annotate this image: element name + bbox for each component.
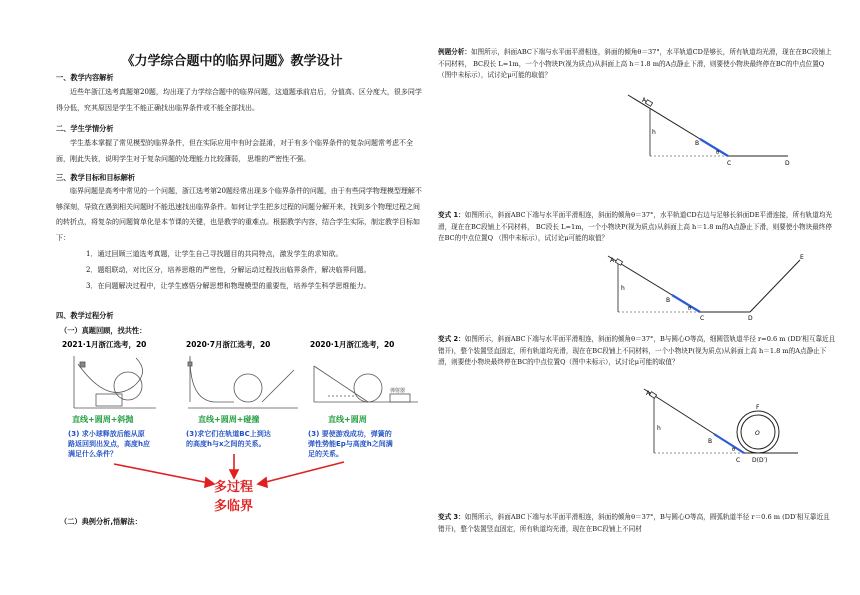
- angle-label: θ: [732, 447, 736, 453]
- variant2-figure: [438, 385, 838, 473]
- variant3-label: 变式 3：: [438, 513, 465, 521]
- point-label: A: [610, 257, 615, 264]
- conclusion-line2: 多临界: [214, 499, 254, 514]
- section-text: 学生基本掌握了常见模型的临界条件，但在实际应用中有时会混淆，对于有多个临界条件的复杂问题常考虑不全面，刚此失彼，说明学生对于复杂问题的处理能力比较薄弱， 思维的严密性不强。: [56, 139, 413, 163]
- exam-caption: 直线+圆周+斜抛: [72, 415, 134, 424]
- point-label: A: [642, 97, 647, 104]
- section-heading: 一、教学内容解析: [56, 73, 114, 82]
- example-figure: [438, 92, 838, 167]
- variant1-text: 如图所示，斜面ABC下端与水平面平滑相连，斜面的倾角θ＝37°，水平轨道CD右边与足够长斜面DE平滑连接，所有轨道均光滑，现在在BC段铺上不同材料， BC段长 L=1m，一个小物块P(视为质点)从斜面上高 h＝1.8 m的A点静止下滑，则要使小物块最终停在BC的中点位置Q （图中未标示），试讨论μ可能的取值？: [438, 211, 833, 242]
- exam-caption: 直线+圆周: [328, 415, 367, 424]
- exam-label: 2021·1月浙江选考，20: [62, 340, 147, 349]
- point-label: F: [756, 404, 760, 411]
- point-label: D(D′): [752, 457, 768, 464]
- variant1-label: 变式 1：: [438, 211, 465, 219]
- point-label: C: [700, 315, 705, 322]
- variant2-label: 变式 2：: [438, 335, 465, 343]
- exam1-diagram: [74, 356, 156, 408]
- variant1-figure: [438, 252, 838, 322]
- point-label: C: [736, 457, 741, 464]
- point-label: B: [708, 438, 713, 445]
- section-heading: 三、教学目标和目标解析: [56, 173, 136, 182]
- section-heading: 二、学生学情分析: [56, 124, 114, 133]
- exam-question: (3) 要使游戏成功，弹簧的弹性势能Ep与高度h之间满足的关系。: [308, 430, 393, 458]
- launcher-label: 弹射器: [390, 388, 406, 394]
- goal-item: 1．通过回顾三道选考真题，让学生自己寻找题目的共同特点，激发学生的求知欲。: [86, 250, 343, 258]
- section-text: 近些年浙江选考真题第20题，均出现了力学综合题中的临界问题，这道题承前启后，分值高、区分度大，很多同学得分低，究其原因是学生不能正确找出临界条件或不能全部找出。: [56, 88, 422, 112]
- example-label: 例题分析：: [438, 48, 471, 56]
- variant3-text: 如图所示，斜面ABC下端与水平面平滑相连，斜面的倾角θ＝37°，B与圆心O等高，圆弧轨道半径 r＝0.6 m (DD′相互靠近且错开)，整个装置竖直固定，所有轨道均光滑，现在在BC段铺上不同材: [438, 513, 830, 533]
- exam-label: 2020·1月浙江选考，20: [310, 340, 395, 349]
- variant2-text: 如图所示，斜面ABC下端与水平面平滑相连，斜面的倾角θ＝37°，B与圆心O等高，细圆管轨道半径 r=0.6 m (DD′相互靠近且错开)，整个装置竖直固定，所有轨道均光滑，现在在BC段铺上不同材料，一个小物块P(视为质点)从斜面上高 h＝1.8 m的A点静止下滑，则要使小物块最终停在BC的中点位置Q（图中未标示），试讨论μ可能的取值？: [438, 335, 836, 366]
- conclusion-line1: 多过程: [214, 480, 254, 495]
- exam-label: 2020·7月浙江选考，20: [186, 340, 271, 349]
- exam-question: (3)求它们在轨道BC上到达的高度h与x之间的关系。: [186, 430, 271, 448]
- subsection-heading: （二）典例分析,悟解法：: [60, 517, 142, 526]
- point-label: B: [695, 140, 700, 147]
- point-label: O: [755, 430, 760, 437]
- point-label: E: [800, 254, 804, 261]
- angle-label: θ: [716, 150, 720, 156]
- point-label: B: [666, 297, 671, 304]
- point-label: D: [785, 160, 790, 167]
- exam-question: (3) 求小球释放后能从原路返回到出发点，高度h应满足什么条件？: [68, 430, 150, 458]
- angle-label: θ: [688, 306, 692, 312]
- goal-item: 3．在问题解决过程中，让学生感悟分解思想和物理模型的重要性，培养学生科学思维能力。: [86, 282, 371, 290]
- section-heading: 四、教学过程分析: [56, 311, 114, 320]
- subsection-heading: （一）真题回顾，找共性：: [60, 326, 147, 335]
- point-label: D: [748, 315, 753, 322]
- point-label: A: [646, 390, 651, 397]
- exam2-diagram: [188, 356, 298, 408]
- example-text: 如图所示，斜面ABC下端与水平面平滑相连，斜面的倾角θ＝37°，水平轨道CD是够长，所有轨道均光滑，现在在BC段铺上不同材料， BC段长 L=1m，一个小物块P(视为质点)从斜面上高 h＝1.8 m的A点静止下滑，则要使小物块最终停在BC的中点位置Q（图中未标示），试讨论μ可能的取值？: [438, 48, 832, 79]
- point-label: h: [621, 285, 625, 292]
- page-title: 《力学综合题中的临界问题》教学设计: [121, 54, 343, 69]
- variant2-paragraph: [438, 334, 836, 369]
- variant3-paragraph: [438, 512, 836, 535]
- exam-caption: 直线+圆周+碰撞: [198, 415, 260, 424]
- point-label: h: [657, 425, 661, 432]
- point-label: h: [652, 129, 656, 136]
- goal-item: 2．题组联动，对比区分，培养思维的严密性，分解运动过程找出临界条件，解决临界问题。: [86, 266, 371, 274]
- example-paragraph: [438, 47, 836, 82]
- exam-review-figure: [38, 336, 426, 516]
- exam3-diagram: [314, 366, 418, 402]
- section-text: 临界问题是高考中常见的一个问题，浙江选考第20题经常出现多个临界条件的问题，由于有些同学物理模型理解不够深刻，导致在遇到相关问题时不能迅速找出临界条件。如何让学生把多过程的问题分解开来，找到多个物理过程之间的转折点，将复杂的问题简单化是本节课的关键，也是教学的重难点。根据教学内容，结合学生实际，制定教学目标如下：: [56, 187, 422, 242]
- point-label: C: [727, 160, 732, 167]
- variant1-paragraph: [438, 210, 836, 245]
